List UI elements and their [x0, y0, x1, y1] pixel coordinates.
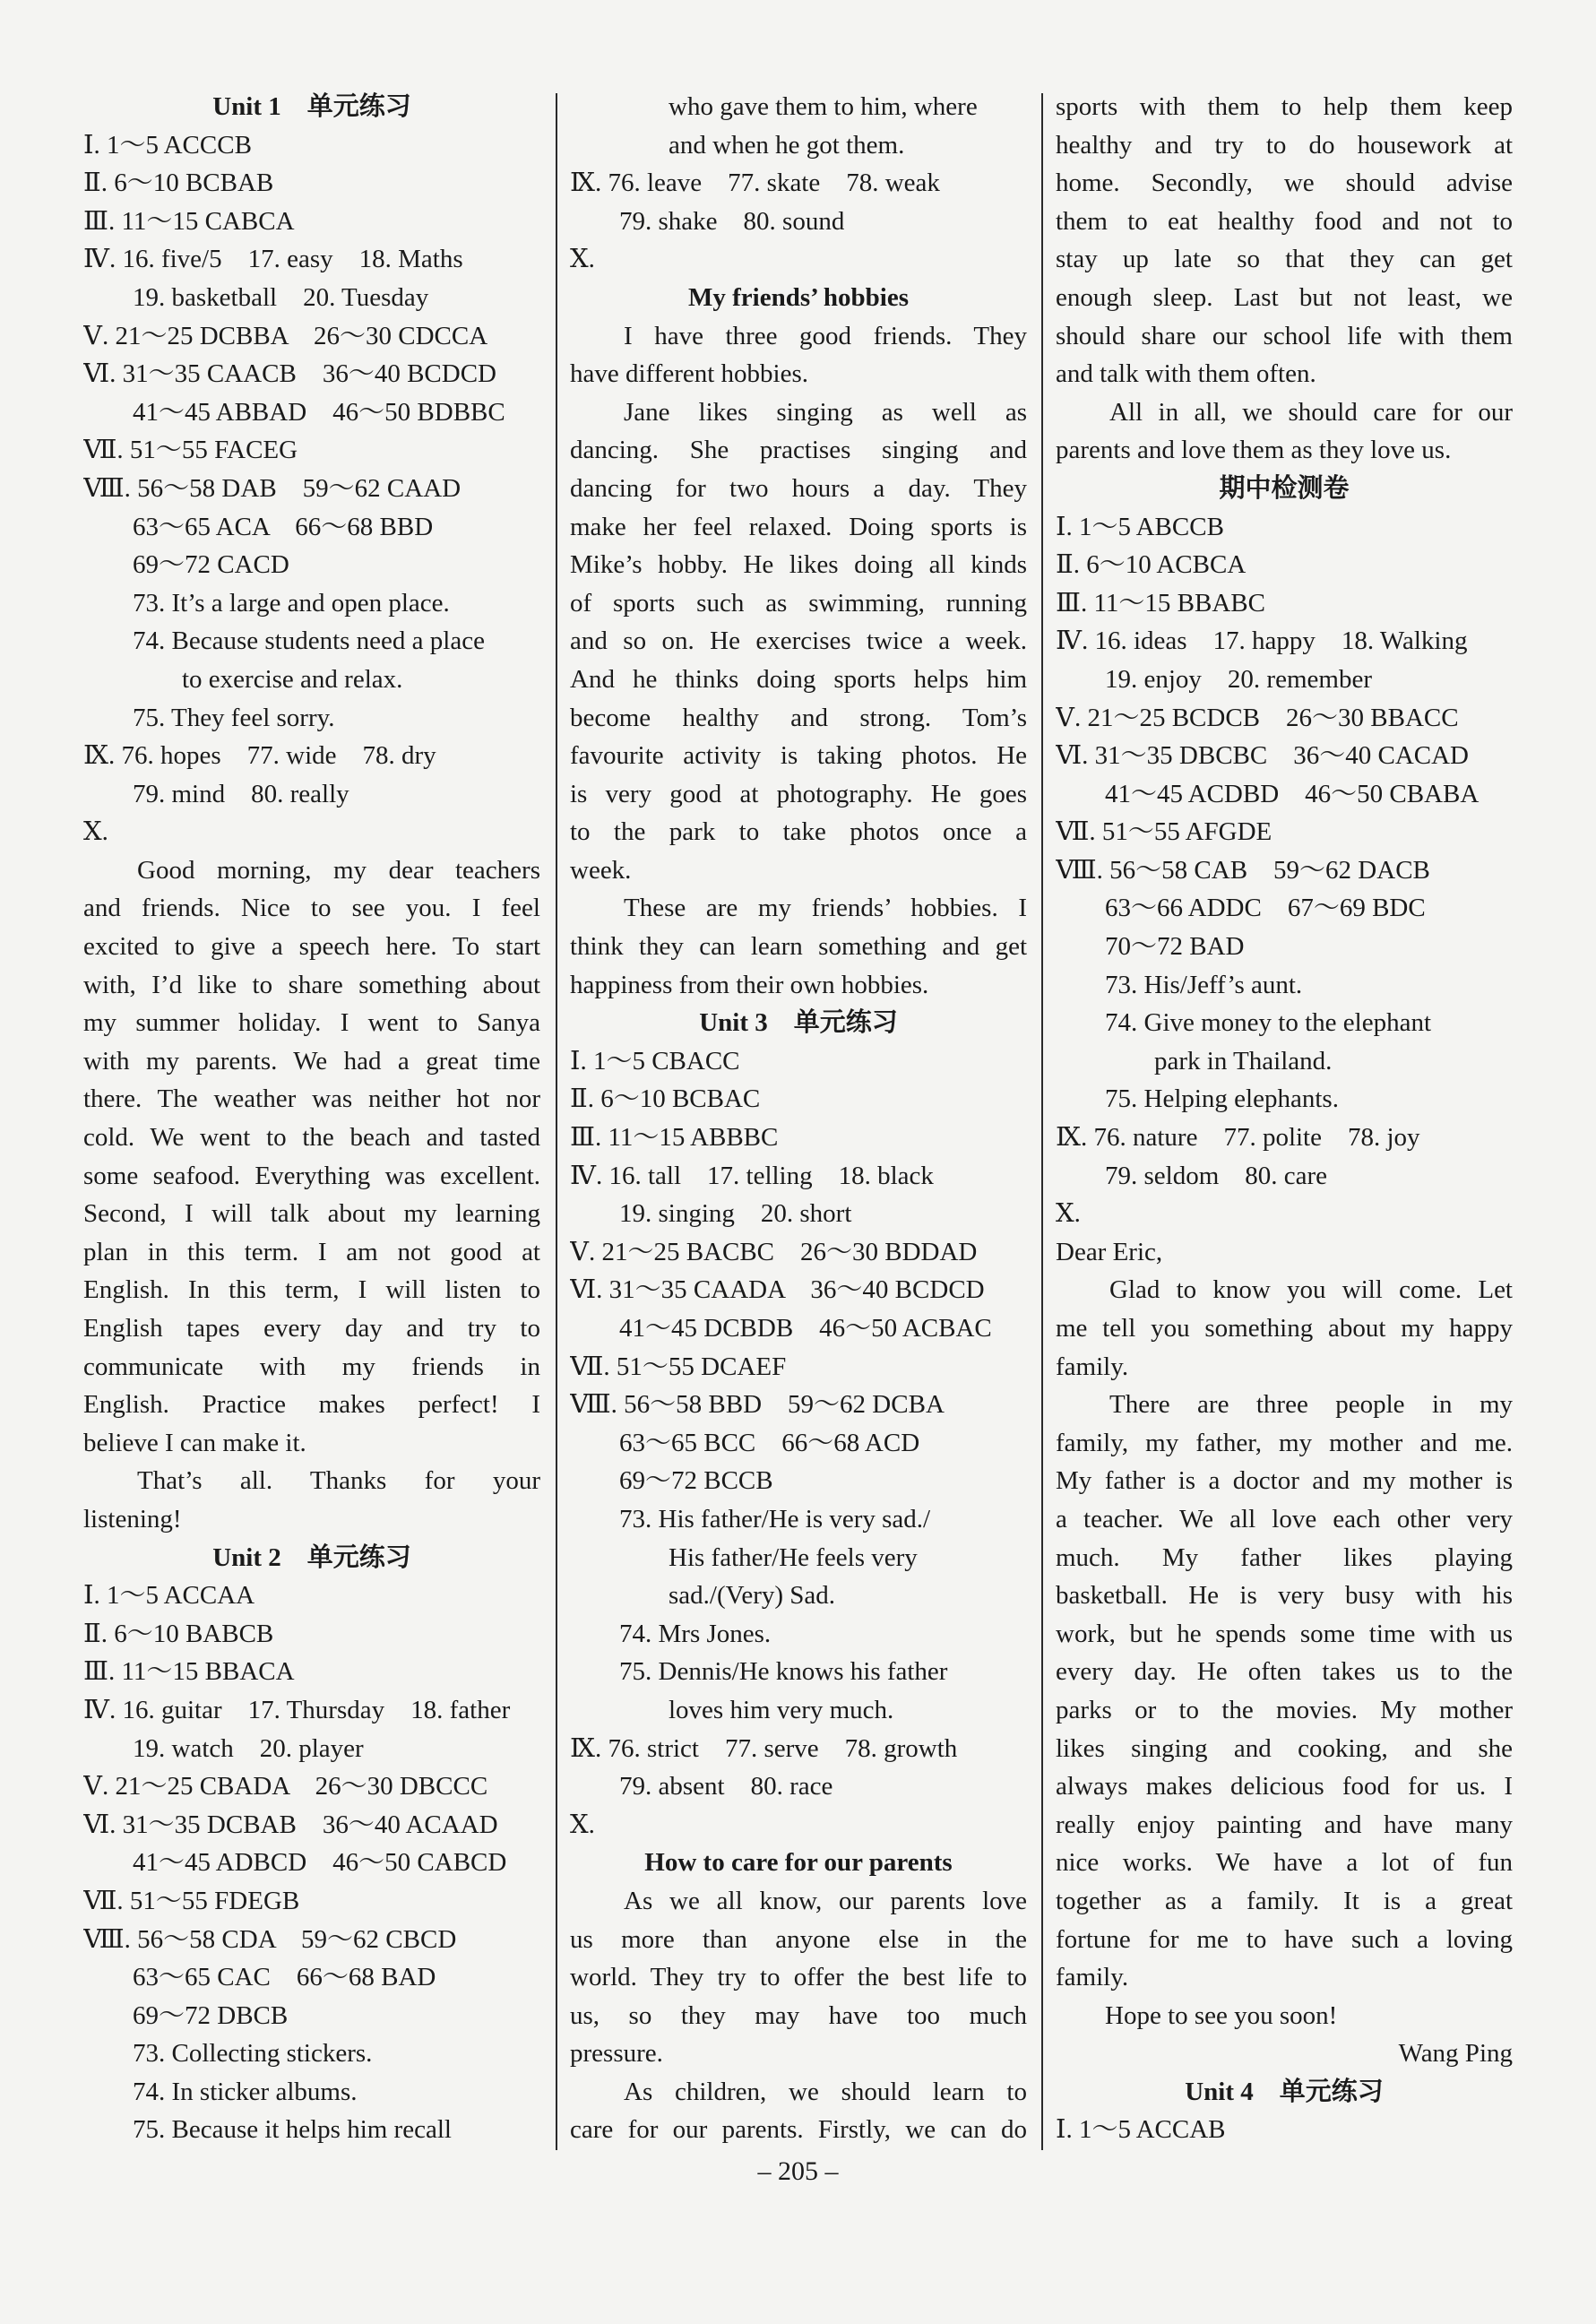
answer-line: 69～72 BCCB — [619, 1466, 773, 1496]
answer-line: Ⅱ. 6～10 BCBAB — [83, 168, 274, 198]
essay-line: parents and love them as they love us. — [1056, 436, 1452, 465]
section-heading: 期中检测卷 — [1219, 473, 1350, 503]
answer-line: 63～65 ACA 66～68 BBD — [133, 512, 434, 541]
essay-line: favourite activity is taking photos. He — [570, 741, 1027, 771]
essay-line: Second, I will talk about my learning — [83, 1199, 540, 1229]
essay-line: As children, we should learn to — [624, 2077, 1027, 2106]
answer-line: 63～65 CAC 66～68 BAD — [133, 1963, 436, 1992]
essay-line: listening! — [83, 1504, 182, 1533]
answer-line: Ⅰ. 1～5 ABCCB — [1056, 512, 1224, 541]
essay-line: As we all know, our parents love — [624, 1886, 1027, 1915]
answer-line: 73. It’s a large and open place. — [133, 588, 450, 618]
essay-line: work, but he spends some time with us — [1056, 1619, 1513, 1648]
answer-line: Ⅸ. 76. strict 77. serve 78. growth — [570, 1733, 958, 1763]
essay-line: sports with them to help them keep — [1056, 92, 1513, 121]
essay-line: All in all, we should care for our — [1109, 397, 1513, 427]
essay-line: parks or to the movies. My mother — [1056, 1695, 1513, 1724]
essay-line: week. — [570, 855, 632, 885]
essay-line: every day. He often takes us to the — [1056, 1657, 1513, 1687]
answer-line: 19. singing 20. short — [619, 1199, 852, 1229]
answer-line: Ⅹ. — [83, 817, 108, 847]
answer-line: Ⅹ. — [570, 1810, 595, 1839]
answer-line: Ⅶ. 51～55 FDEGB — [83, 1886, 300, 1915]
answer-line: 75. Because it helps him recall — [133, 2115, 452, 2145]
answer-line: Ⅳ. 16. ideas 17. happy 18. Walking — [1056, 626, 1468, 656]
answer-line: 63～66 ADDC 67～69 BDC — [1105, 894, 1426, 923]
answer-line: Ⅰ. 1～5 ACCAA — [83, 1581, 255, 1611]
answer-line: Ⅵ. 31～35 DBCBC 36～40 CACAD — [1056, 741, 1469, 771]
answer-line: to exercise and relax. — [182, 664, 403, 694]
answer-line: 73. His/Jeff’s aunt. — [1105, 970, 1303, 999]
answer-line: Ⅵ. 31～35 DCBAB 36～40 ACAAD — [83, 1810, 498, 1839]
answer-line: 41～45 DCBDB 46～50 ACBAC — [619, 1314, 992, 1343]
answer-line: loves him very much. — [669, 1695, 894, 1724]
column-middle — [570, 88, 1027, 2164]
answer-line: Ⅶ. 51～55 AFGDE — [1056, 817, 1272, 847]
essay-line: stay up late so that they can get — [1056, 245, 1513, 274]
section-heading: Unit 1 单元练习 — [212, 92, 411, 121]
essay-line: nice works. We have a lot of fun — [1056, 1848, 1513, 1878]
column-divider — [556, 93, 557, 2150]
essay-line: much. My father likes playing — [1056, 1542, 1513, 1572]
essay-line: And he thinks doing sports helps him — [570, 664, 1027, 694]
essay-line: dancing. She practises singing and — [570, 436, 1027, 465]
essay-line: family. — [1056, 1963, 1129, 1992]
answer-line: 73. His father/He is very sad./ — [619, 1504, 931, 1533]
essay-line: My father is a doctor and my mother is — [1056, 1466, 1513, 1496]
essay-line: a teacher. We all love each other very — [1056, 1504, 1513, 1533]
essay-line: think they can learn something and get — [570, 932, 1027, 962]
essay-line: believe I can make it. — [83, 1428, 306, 1457]
answer-line: Ⅷ. 56～58 CAB 59～62 DACB — [1056, 855, 1430, 885]
essay-line: with my parents. We had a great time — [83, 1046, 540, 1076]
answer-line: Ⅴ. 21～25 BCDCB 26～30 BBACC — [1056, 703, 1459, 732]
answer-line: Ⅲ. 11～15 ABBBC — [570, 1123, 779, 1153]
essay-line: together as a family. It is a great — [1056, 1886, 1513, 1915]
essay-line: I have three good friends. They — [624, 321, 1027, 350]
answer-line: 41～45 ADBCD 46～50 CABCD — [133, 1848, 507, 1878]
answer-line: Ⅸ. 76. nature 77. polite 78. joy — [1056, 1123, 1420, 1153]
answer-line: sad./(Very) Sad. — [669, 1581, 836, 1611]
answer-line: Ⅰ. 1～5 ACCAB — [1056, 2115, 1226, 2145]
answer-line: Ⅲ. 11～15 BBACA — [83, 1657, 295, 1687]
answer-line: Ⅱ. 6～10 BCBAC — [570, 1084, 761, 1114]
answer-line: Ⅴ. 21～25 BACBC 26～30 BDDAD — [570, 1237, 978, 1266]
essay-line: Mike’s hobby. He likes doing all kinds — [570, 550, 1027, 580]
answer-line: 69～72 CACD — [133, 550, 289, 580]
essay-line: home. Secondly, we should advise — [1056, 168, 1513, 198]
answer-line: Hope to see you soon! — [1105, 2000, 1338, 2030]
column-divider — [1041, 93, 1043, 2150]
essay-line: me tell you something about my happy — [1056, 1314, 1513, 1343]
essay-line: Jane likes singing as well as — [624, 397, 1027, 427]
answer-line: Ⅵ. 31～35 CAADA 36～40 BCDCD — [570, 1275, 985, 1305]
essay-line: family. — [1056, 1352, 1129, 1381]
answer-line: Ⅰ. 1～5 CBACC — [570, 1046, 740, 1076]
essay-line: basketball. He is very busy with his — [1056, 1581, 1513, 1611]
answer-line: 74. Give money to the elephant — [1105, 1008, 1432, 1038]
answer-line: 79. shake 80. sound — [619, 206, 845, 236]
essay-line: us more than anyone else in the — [570, 1924, 1027, 1954]
column-right — [1056, 88, 1513, 2164]
answer-line: 19. watch 20. player — [133, 1733, 364, 1763]
essay-line: English. In this term, I will listen to — [83, 1275, 540, 1305]
answer-line: 79. seldom 80. care — [1105, 1161, 1328, 1190]
answer-line: 70～72 BAD — [1105, 932, 1245, 962]
section-heading: Unit 4 单元练习 — [1185, 2077, 1384, 2106]
answer-line: 69～72 DBCB — [133, 2000, 289, 2030]
answer-line: 79. mind 80. really — [133, 779, 349, 808]
essay-line: us, so they may have too much — [570, 2000, 1027, 2030]
essay-line: should share our school life with them — [1056, 321, 1513, 350]
essay-line: with, I’d like to share something about — [83, 970, 540, 999]
essay-line: is very good at photography. He goes — [570, 779, 1027, 808]
answer-line: Ⅹ. — [570, 245, 595, 274]
answer-line: Ⅷ. 56～58 BBD 59～62 DCBA — [570, 1390, 945, 1420]
answer-line: 73. Collecting stickers. — [133, 2039, 373, 2069]
answer-line: Ⅹ. — [1056, 1199, 1081, 1229]
essay-line: world. They try to offer the best life to — [570, 1963, 1027, 1992]
essay-line: excited to give a speech here. To start — [83, 932, 540, 962]
essay-line: These are my friends’ hobbies. I — [624, 894, 1027, 923]
essay-line: and so on. He exercises twice a week. — [570, 626, 1027, 656]
answer-line: 19. enjoy 20. remember — [1105, 664, 1372, 694]
essay-line: Glad to know you will come. Let — [1109, 1275, 1513, 1305]
answer-line: Ⅴ. 21～25 DCBBA 26～30 CDCCA — [83, 321, 488, 350]
answer-line: Ⅸ. 76. leave 77. skate 78. weak — [570, 168, 940, 198]
answer-line: and when he got them. — [669, 130, 905, 160]
essay-line: make her feel relaxed. Doing sports is — [570, 512, 1027, 541]
answer-line: Ⅶ. 51～55 DCAEF — [570, 1352, 787, 1381]
answer-line: Ⅲ. 11～15 CABCA — [83, 206, 295, 236]
answer-line: Ⅲ. 11～15 BBABC — [1056, 588, 1265, 618]
essay-line: enough sleep. Last but not least, we — [1056, 282, 1513, 312]
answer-line: Ⅴ. 21～25 CBADA 26～30 DBCCC — [83, 1772, 488, 1801]
answer-line: Ⅸ. 76. hopes 77. wide 78. dry — [83, 741, 436, 771]
essay-line: pressure. — [570, 2039, 663, 2069]
essay-line: become healthy and strong. Tom’s — [570, 703, 1027, 732]
essay-line: healthy and try to do housework at — [1056, 130, 1513, 160]
answer-line: 19. basketball 20. Tuesday — [133, 282, 429, 312]
essay-line: have different hobbies. — [570, 359, 809, 389]
answer-line: Ⅶ. 51～55 FACEG — [83, 436, 298, 465]
section-heading: Unit 2 单元练习 — [212, 1542, 411, 1572]
essay-line: some seafood. Everything was excellent. — [83, 1161, 540, 1190]
answer-line: 75. Dennis/He knows his father — [619, 1657, 948, 1687]
essay-line: my summer holiday. I went to Sanya — [83, 1008, 540, 1038]
essay-line: cold. We went to the beach and tasted — [83, 1123, 540, 1153]
essay-line: Good morning, my dear teachers — [137, 855, 540, 885]
answer-line: Dear Eric, — [1056, 1237, 1163, 1266]
answer-line: 74. Mrs Jones. — [619, 1619, 772, 1648]
essay-line: to the park to take photos once a — [570, 817, 1027, 847]
essay-line: really enjoy painting and have many — [1056, 1810, 1513, 1839]
answer-line: Ⅱ. 6～10 ACBCA — [1056, 550, 1247, 580]
signature-line: Wang Ping — [1398, 2039, 1513, 2069]
answer-line: Ⅷ. 56～58 CDA 59～62 CBCD — [83, 1924, 457, 1954]
answer-line: 74. In sticker albums. — [133, 2077, 358, 2106]
essay-line: family, my father, my mother and me. — [1056, 1428, 1513, 1457]
section-heading: How to care for our parents — [644, 1848, 953, 1878]
answer-line: Ⅰ. 1～5 ACCCB — [83, 130, 252, 160]
essay-line: and talk with them often. — [1056, 359, 1316, 389]
answer-line: His father/He feels very — [669, 1542, 918, 1572]
essay-line: care for our parents. Firstly, we can do — [570, 2115, 1027, 2145]
essay-line: That’s all. Thanks for your — [137, 1466, 540, 1496]
answer-line: park in Thailand. — [1154, 1046, 1333, 1076]
essay-line: happiness from their own hobbies. — [570, 970, 929, 999]
answer-line: 75. They feel sorry. — [133, 703, 335, 732]
essay-line: communicate with my friends in — [83, 1352, 540, 1381]
essay-line: there. The weather was neither hot nor — [83, 1084, 540, 1114]
page-number: – 205 – — [757, 2156, 839, 2186]
answer-line: 79. absent 80. race — [619, 1772, 833, 1801]
essay-line: There are three people in my — [1109, 1390, 1513, 1420]
essay-line: English tapes every day and try to — [83, 1314, 540, 1343]
answer-line: Ⅳ. 16. five/5 17. easy 18. Maths — [83, 245, 463, 274]
answer-line: 41～45 ACDBD 46～50 CBABA — [1105, 779, 1480, 808]
essay-line: always makes delicious food for us. I — [1056, 1772, 1513, 1801]
essay-line: dancing for two hours a day. They — [570, 473, 1027, 503]
essay-line: of sports such as swimming, running — [570, 588, 1027, 618]
essay-line: and friends. Nice to see you. I feel — [83, 894, 540, 923]
column-left — [83, 88, 540, 2164]
answer-line: Ⅳ. 16. tall 17. telling 18. black — [570, 1161, 934, 1190]
essay-line: fortune for me to have such a loving — [1056, 1924, 1513, 1954]
answer-line: 63～65 BCC 66～68 ACD — [619, 1428, 920, 1457]
answer-line: Ⅱ. 6～10 BABCB — [83, 1619, 274, 1648]
section-heading: Unit 3 单元练习 — [699, 1008, 898, 1038]
essay-line: them to eat healthy food and not to — [1056, 206, 1513, 236]
answer-line: 41～45 ABBAD 46～50 BDBBC — [133, 397, 505, 427]
answer-line: Ⅳ. 16. guitar 17. Thursday 18. father — [83, 1695, 511, 1724]
answer-line: 74. Because students need a place — [133, 626, 485, 656]
section-heading: My friends’ hobbies — [688, 282, 909, 312]
answer-line: Ⅵ. 31～35 CAACB 36～40 BCDCD — [83, 359, 496, 389]
answer-line: 75. Helping elephants. — [1105, 1084, 1339, 1114]
answer-line: who gave them to him, where — [669, 92, 978, 121]
essay-line: English. Practice makes perfect! I — [83, 1390, 540, 1420]
essay-line: likes singing and cooking, and she — [1056, 1733, 1513, 1763]
essay-line: plan in this term. I am not good at — [83, 1237, 540, 1266]
answer-line: Ⅷ. 56～58 DAB 59～62 CAAD — [83, 473, 462, 503]
